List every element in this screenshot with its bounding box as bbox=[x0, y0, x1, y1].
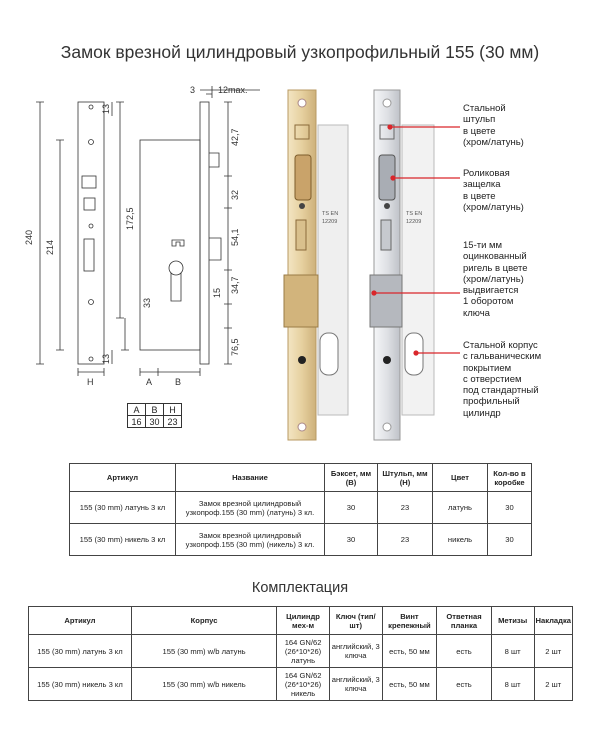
cylinder-window bbox=[84, 239, 94, 271]
table-row bbox=[70, 492, 532, 524]
dim-table-value-a: 16 bbox=[128, 416, 146, 428]
lock-body-side bbox=[140, 140, 200, 350]
product-photos bbox=[270, 85, 460, 445]
kit-cell: 8 шт bbox=[491, 668, 534, 701]
kit-cell: есть, 50 мм bbox=[382, 635, 437, 668]
kit-cell: 164 GN/62 (26*10*26) никель bbox=[277, 668, 330, 701]
spec-header-color: Цвет bbox=[433, 464, 488, 492]
page-title: Замок врезной цилиндровый узкопрофильный 155 (30 мм) bbox=[60, 42, 540, 62]
kit-cell: есть bbox=[437, 635, 491, 668]
technical-drawing bbox=[20, 80, 270, 420]
spec-header-qty: Кол-во в коробке bbox=[488, 464, 532, 492]
spec-cell: Замок врезной цилиндровый узкопроф.155 (30 mm) (никель) 3 кл. bbox=[176, 524, 325, 556]
dim-table-value-b: 30 bbox=[146, 416, 164, 428]
kit-cell: есть bbox=[437, 668, 491, 701]
table-row bbox=[29, 668, 573, 701]
kit-cell: английский, 3 ключа bbox=[329, 635, 382, 668]
dim-32: 32 bbox=[230, 189, 240, 200]
brass-lock-photo bbox=[284, 90, 348, 440]
spec-header-article: Артикул bbox=[70, 464, 176, 492]
kit-cell: есть, 50 мм bbox=[382, 668, 437, 701]
dim-15: 15 bbox=[212, 287, 222, 298]
callout-latch: Роликовая защелка в цвете (хром/латунь) bbox=[463, 168, 524, 213]
dim-3: 3 bbox=[190, 85, 196, 95]
callout-body: Стальной корпус с гальваническим покрытием с отверстием под стандартный профильный цилиндр bbox=[463, 340, 542, 419]
spec-header-backset: Бэксет, мм (B) bbox=[325, 464, 378, 492]
kit-cell: 155 (30 mm) w/b латунь bbox=[131, 635, 276, 668]
dim-33: 33 bbox=[142, 297, 152, 308]
dim-table-value-h: 23 bbox=[164, 416, 182, 428]
table-row bbox=[29, 635, 573, 668]
kit-header-article: Артикул bbox=[29, 607, 132, 635]
dim-label-H: H bbox=[87, 377, 94, 387]
kit-header-body: Корпус bbox=[131, 607, 276, 635]
kit-cell: 155 (30 mm) латунь 3 кл bbox=[29, 635, 132, 668]
spec-cell: Замок врезной цилиндровый узкопроф.155 (30 mm) (латунь) 3 кл. bbox=[176, 492, 325, 524]
kit-cell: 2 шт bbox=[534, 668, 573, 701]
dim-13-bot: 13 bbox=[101, 353, 111, 364]
faceplate-front bbox=[78, 102, 104, 364]
kit-cell: 8 шт bbox=[491, 635, 534, 668]
dim-table-header-a: A bbox=[128, 404, 146, 416]
spec-cell: 30 bbox=[325, 492, 378, 524]
chrome-lock-photo bbox=[370, 90, 434, 440]
spec-header-faceplate: Штульп, мм (H) bbox=[378, 464, 433, 492]
spec-cell: 155 (30 mm) латунь 3 кл bbox=[70, 492, 176, 524]
kit-table bbox=[28, 606, 573, 701]
table-row bbox=[70, 524, 532, 556]
spec-cell: 30 bbox=[488, 492, 532, 524]
kit-cell: английский, 3 ключа bbox=[329, 668, 382, 701]
kit-cell: 2 шт bbox=[534, 635, 573, 668]
kit-header-screw: Винт крепежный bbox=[382, 607, 437, 635]
brass-label-1: TS EN bbox=[322, 211, 339, 217]
spec-cell: 23 bbox=[378, 524, 433, 556]
bolt-window bbox=[84, 198, 95, 210]
kit-header-strike: Ответная планка bbox=[437, 607, 491, 635]
dim-76-5: 76,5 bbox=[230, 338, 240, 356]
dim-240: 240 bbox=[24, 229, 34, 245]
dim-table-header-b: B bbox=[146, 404, 164, 416]
kit-cell: 164 GN/62 (26*10*26) латунь bbox=[277, 635, 330, 668]
dimension-table bbox=[127, 403, 182, 428]
spec-cell: 30 bbox=[325, 524, 378, 556]
kit-header-cover: Накладка bbox=[534, 607, 573, 635]
kit-title: Комплектация bbox=[251, 580, 349, 596]
dim-54-1: 54,1 bbox=[230, 228, 240, 246]
dim-label-B: B bbox=[175, 377, 182, 387]
kit-header-key: Ключ (тип/шт) bbox=[329, 607, 382, 635]
callout-bolt: 15-ти мм оцинкованный ригель в цвете (хром/латунь) выдвигается 1 оборотом ключа bbox=[463, 240, 528, 319]
latch-window bbox=[82, 176, 96, 188]
kit-header-cylinder: Цилиндр мех-м bbox=[277, 607, 330, 635]
spec-cell: 23 bbox=[378, 492, 433, 524]
brass-label-2: 12209 bbox=[322, 219, 338, 225]
kit-cell: 155 (30 mm) w/b никель bbox=[131, 668, 276, 701]
dim-label-A: A bbox=[146, 377, 153, 387]
kit-cell: 155 (30 mm) никель 3 кл bbox=[29, 668, 132, 701]
spec-cell: никель bbox=[433, 524, 488, 556]
spec-cell: 30 bbox=[488, 524, 532, 556]
spec-header-name: Название bbox=[176, 464, 325, 492]
kit-header-hardware: Метизы bbox=[491, 607, 534, 635]
dim-table-header-h: H bbox=[164, 404, 182, 416]
callout-faceplate: Стальной штульп в цвете (хром/латунь) bbox=[463, 103, 524, 148]
dim-34-7: 34,7 bbox=[230, 276, 240, 294]
faceplate-side bbox=[200, 102, 209, 364]
dim-12max: 12max. bbox=[218, 85, 248, 95]
dim-42-7: 42,7 bbox=[230, 128, 240, 146]
dim-172-5: 172,5 bbox=[125, 207, 135, 230]
spec-table bbox=[69, 463, 532, 556]
chrome-label-2: 12209 bbox=[406, 219, 422, 225]
dim-214: 214 bbox=[45, 239, 55, 255]
chrome-label-1: TS EN bbox=[406, 211, 423, 217]
spec-cell: латунь bbox=[433, 492, 488, 524]
dim-13-top: 13 bbox=[101, 103, 111, 114]
spec-cell: 155 (30 mm) никель 3 кл bbox=[70, 524, 176, 556]
